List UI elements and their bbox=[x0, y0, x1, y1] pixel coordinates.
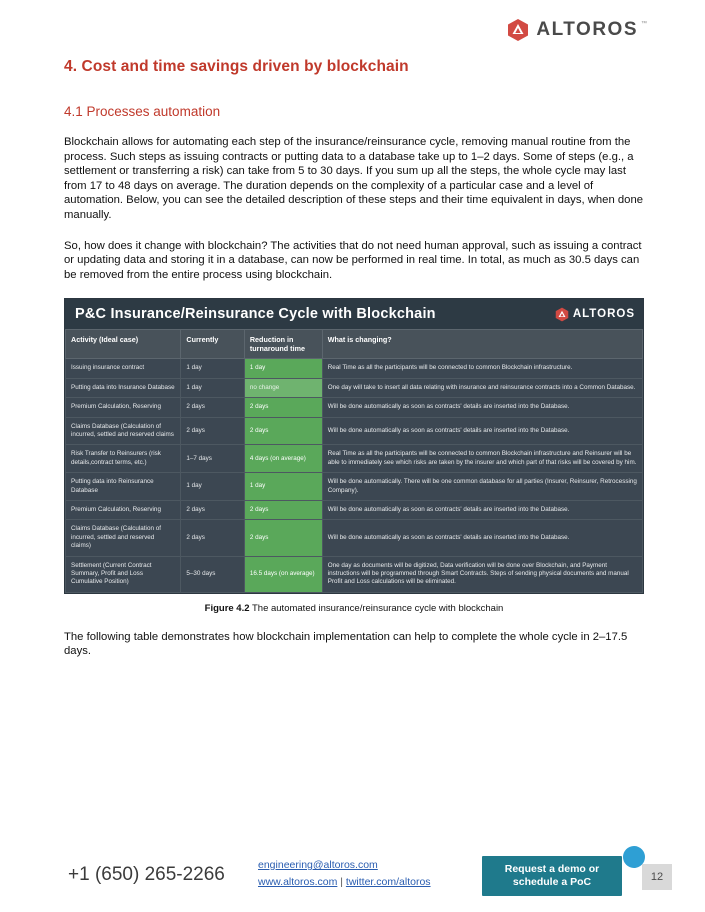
cycle-table bbox=[65, 329, 643, 593]
column-header-currently: Currently bbox=[181, 330, 244, 359]
footer-links bbox=[258, 856, 431, 890]
cell-reduction: 4 days (on average) bbox=[244, 445, 322, 473]
table-header-row bbox=[66, 330, 643, 359]
figure-header bbox=[65, 299, 643, 329]
subsection-title: 4.1 Processes automation bbox=[64, 104, 221, 119]
table-row bbox=[66, 378, 643, 397]
cell-reduction: 1 day bbox=[244, 473, 322, 501]
figure-logo-wordmark: ALTOROS bbox=[572, 308, 635, 321]
figure-caption-text: The automated insurance/reinsurance cycle with blockchain bbox=[249, 602, 504, 614]
cell-activity: Putting data into Reinsurance Database bbox=[66, 473, 181, 501]
cell-reduction: 1 day bbox=[244, 359, 322, 378]
figure-table bbox=[64, 298, 644, 594]
logo-trademark: ™ bbox=[641, 21, 647, 27]
footer-twitter-link[interactable]: twitter.com/altoros bbox=[345, 876, 431, 888]
cell-change: Real Time as all the participants will be connected to common Blockchain infrastructure and Reinsurer will be able to immediately see which risks are taken by the insurer and which part of that risks will be covered by him. bbox=[322, 445, 642, 473]
page-content bbox=[64, 58, 644, 675]
cell-activity: Risk Transfer to Reinsurers (risk details,contract terms, etc.) bbox=[66, 445, 181, 473]
page-title: 4. Cost and time savings driven by blockchain bbox=[64, 58, 409, 75]
table-row bbox=[66, 445, 643, 473]
cell-reduction: 2 days bbox=[244, 398, 322, 417]
cell-change: Will be done automatically as soon as contracts' details are inserted into the Database. bbox=[322, 398, 642, 417]
cell-activity: Claims Database (Calculation of incurred, settled and reserved claims bbox=[66, 417, 181, 445]
table-row bbox=[66, 520, 643, 556]
footer-email-link[interactable]: engineering@altoros.com bbox=[258, 859, 378, 871]
cell-currently: 5–30 days bbox=[181, 556, 244, 592]
cell-currently: 2 days bbox=[181, 501, 244, 520]
cell-currently: 2 days bbox=[181, 417, 244, 445]
page-number: 12 bbox=[642, 864, 672, 890]
cta-line-1: Request a demo or bbox=[504, 863, 600, 875]
table-body bbox=[66, 359, 643, 593]
cell-activity: Issuing insurance contract bbox=[66, 359, 181, 378]
cell-activity: Putting data into Insurance Database bbox=[66, 378, 181, 397]
cell-currently: 1 day bbox=[181, 473, 244, 501]
figure-title: P&C Insurance/Reinsurance Cycle with Blockchain bbox=[75, 306, 436, 323]
cell-reduction: 2 days bbox=[244, 417, 322, 445]
footer-website-link[interactable]: www.altoros.com bbox=[258, 876, 338, 888]
figure-logo bbox=[555, 307, 635, 322]
table-row bbox=[66, 501, 643, 520]
column-header-reduction: Reduction in turnaround time bbox=[244, 330, 322, 359]
column-header-change: What is changing? bbox=[322, 330, 642, 359]
cell-reduction: 2 days bbox=[244, 501, 322, 520]
table-row bbox=[66, 398, 643, 417]
paragraph-1: Blockchain allows for automating each step of the insurance/reinsurance cycle, removing manual routine from the process. Such steps as issuing contracts or putting data to a database take up to 1–2 days. Some of steps (e.g., a settlement or transferring a risk) can take from 5 to 30 days. If you sum up all the steps, the whole cycle may last from 17 to 48 days on average. The duration depends on the complexity of a particular case and a level of automation. Below, you can see the detailed description of these steps and their time equivalent in days, when done manually. bbox=[64, 136, 644, 221]
hexagon-logo-icon bbox=[555, 307, 569, 322]
request-demo-button[interactable] bbox=[482, 856, 622, 896]
cell-change: Real Time as all the participants will be connected to common Blockchain infrastructure. bbox=[322, 359, 642, 378]
cell-reduction: no change bbox=[244, 378, 322, 397]
table-row bbox=[66, 556, 643, 592]
cell-reduction: 16.5 days (on average) bbox=[244, 556, 322, 592]
altoros-logo bbox=[507, 18, 647, 42]
logo-wordmark: ALTOROS bbox=[536, 19, 638, 40]
cell-change: Will be done automatically as soon as contracts' details are inserted into the Database. bbox=[322, 417, 642, 445]
cell-activity: Premium Calculation, Reserving bbox=[66, 501, 181, 520]
table-row bbox=[66, 417, 643, 445]
cell-currently: 2 days bbox=[181, 398, 244, 417]
table-row bbox=[66, 359, 643, 378]
cta-line-2: schedule a PoC bbox=[512, 876, 592, 888]
cell-change: One day as documents will be digitized, Data verification will be done over Blockchain, and Payment instructions will be programmed through Smart Contracts. Steps of sending physical documents and manual Profit and Loss calculations will be eliminated. bbox=[322, 556, 642, 592]
figure-caption-label: Figure 4.2 bbox=[204, 602, 250, 614]
cell-currently: 1 day bbox=[181, 378, 244, 397]
cell-currently: 1 day bbox=[181, 359, 244, 378]
footer-link-separator: | bbox=[337, 876, 346, 888]
footer-phone: +1 (650) 265-2266 bbox=[68, 864, 225, 885]
table-row bbox=[66, 473, 643, 501]
cell-currently: 2 days bbox=[181, 520, 244, 556]
cell-activity: Settlement (Current Contract Summary, Profit and Loss Cumulative Position) bbox=[66, 556, 181, 592]
paragraph-2: So, how does it change with blockchain? The activities that do not need human approval, such as issuing a contract or updating data and storing it in a database, can now be performed in real time. In total, as much as 30.5 days can be removed from the entire process using blockchain. bbox=[64, 239, 642, 281]
column-header-activity: Activity (Ideal case) bbox=[66, 330, 181, 359]
cell-change: Will be done automatically. There will be one common database for all parties (Insurer, Reinsurer, Retrocessing Company). bbox=[322, 473, 642, 501]
cell-change: Will be done automatically as soon as contracts' details are inserted into the Database. bbox=[322, 501, 642, 520]
cell-activity: Premium Calculation, Reserving bbox=[66, 398, 181, 417]
cell-currently: 1–7 days bbox=[181, 445, 244, 473]
hexagon-logo-icon bbox=[507, 18, 529, 42]
cell-reduction: 2 days bbox=[244, 520, 322, 556]
cell-change: Will be done automatically as soon as contracts' details are inserted into the Database. bbox=[322, 520, 642, 556]
cell-activity: Claims Database (Calculation of incurred, settled and reserved claims) bbox=[66, 520, 181, 556]
page-footer bbox=[0, 840, 705, 912]
cell-change: One day will take to insert all data relating with insurance and reinsurance contracts into a Common Database. bbox=[322, 378, 642, 397]
paragraph-3: The following table demonstrates how blockchain implementation can help to complete the whole cycle in 2–17.5 days. bbox=[64, 630, 628, 658]
figure-caption bbox=[64, 603, 644, 614]
